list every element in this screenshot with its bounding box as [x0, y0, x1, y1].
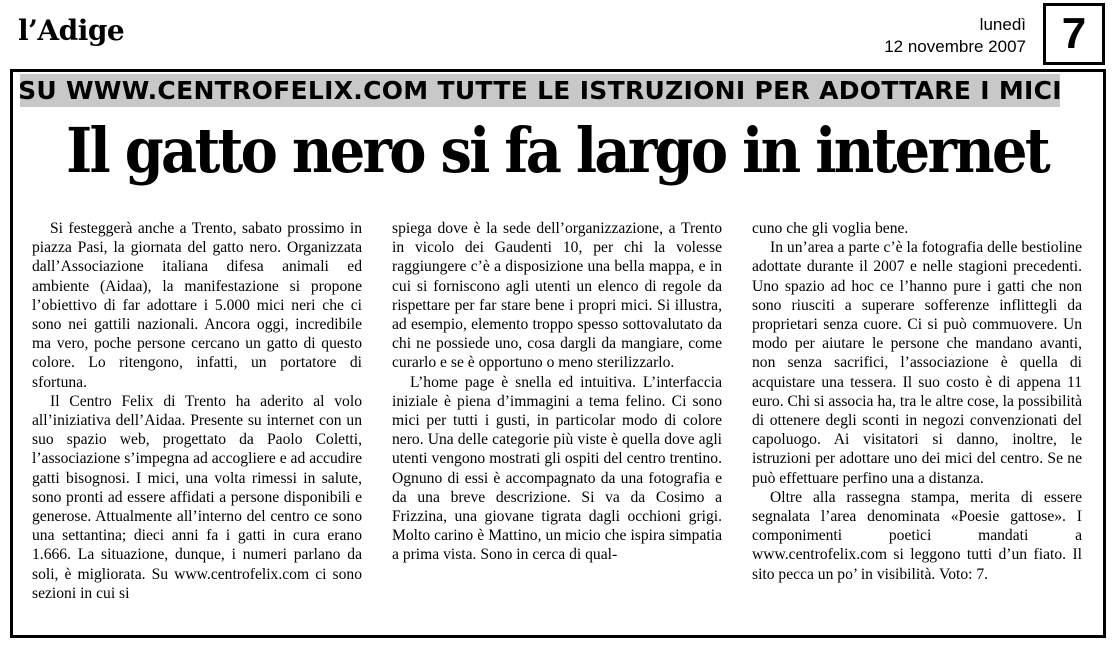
column-3-paragraph-1: cuno che gli voglia bene.: [752, 220, 909, 237]
article-column-1: [32, 219, 362, 603]
issue-day: lunedì: [979, 15, 1026, 34]
issue-full-date: 12 novembre 2007: [884, 37, 1026, 56]
column-1-paragraph-2: Il Centro Felix di Trento ha aderito al volo all’iniziativa dell’Aidaa. Presente su internet con un suo spazio web, progettato da Paolo Coletti, l’associazione s’impegna ad accogliere e ad accudire gatti bisognosi. I mici, una volta rimessi in salute, sono pronti ad essere affidati a persone disponibili e generose. Attualmente all’interno del centro ce sono una settantina; dieci anni fa i gatti in cura erano 1.666. La situazione, dunque, i numeri parlano da soli, è migliorata. Su www.centrofelix.com ci sono sezioni in cui si: [32, 392, 362, 602]
page-number-box: 7: [1043, 3, 1105, 65]
column-2-paragraph-2: L’home page è snella ed intuitiva. L’interfaccia iniziale è piena d’immagini a tema felino. Ci sono mici per tutti i gusti, in particolar modo di colore nero. Una delle categorie più viste è quella dove agli utenti vengono mostrati gli ospiti del centro trentino. Ognuno di essi è accompagnato da una fotografia e da una breve descrizione. Si va da Cosimo a Frizzina, una giovane tigrata dagli occhioni grigi. Molto carino è Mattino, un micio che ispira simpatia a prima vista. Sono in cerca di qual-: [392, 373, 722, 564]
column-3-paragraph-2: In un’area a parte c’è la fotografia delle bestioline adottate durante il 2007 e nelle stagioni precedenti. Uno spazio ad hoc ce l’hanno pure i gatti che non sono riusciti a superare sofferenze inflittegli da proprietari senza cuore. Ci si può commuovere. Un modo per aiutare le persone che mandano avanti, non senza sacrifici, l’associazione è quella di acquistare una tessera. Il suo costo è di appena 11 euro. Chi si associa ha, tra le altre cose, la possibilità di ottenere degli sconti in negozi convenzionati del capoluogo. Ai visitatori si danno, inoltre, le istruzioni per adottare uno dei mici del centro. Se ne può effettuare perfino una a distanza.: [752, 239, 1082, 487]
column-1-paragraph-1: Si festeggerà anche a Trento, sabato prossimo in piazza Pasi, la giornata del gatto nero. Organizzata dall’Associazione italiana difesa animali ed ambiente (Aidaa), la manifestazione si propone l’obiettivo di far adottare i 5.000 mici neri che ci sono nei gattili nazionali. Ancora oggi, incredibile ma vero, poche persone cercano un gatto di questo colore. Lo ritengono, infatti, un portatore di sfortuna.: [32, 220, 362, 391]
column-3-paragraph-3: Oltre alla rassegna stampa, merita di essere segnalata l’area denominata «Poesie gattose». I componimenti poetici mandati a www.centrofelix.com si leggono tutti d’un fiato. Il sito pecca un po’ in visibilità. Voto: 7.: [752, 488, 1082, 583]
article-column-3: [752, 219, 1082, 584]
newspaper-masthead: l’Adige: [18, 14, 125, 47]
article-headline: Il gatto nero si fa largo in internet: [66, 114, 1048, 187]
issue-date: [884, 14, 1026, 58]
article-kicker: SU WWW.CENTROFELIX.COM TUTTE LE ISTRUZIONI PER ADOTTARE I MICI: [18, 76, 1062, 105]
column-2-paragraph-1: spiega dove è la sede dell’organizzazione, a Trento in vicolo dei Gaudenti 10, per chi la volesse raggiungere c’è a disposizione una bella mappa, e in cui si forniscono agli utenti un elenco di regole da rispettare per far stare bene i propri mici. Si illustra, ad esempio, elemento troppo spesso sottovalutato da chi ne possiede uno, cosa dargli da mangiare, come curarlo e se è opportuno o meno sterilizzarlo.: [392, 220, 722, 372]
article-column-2: [392, 219, 722, 565]
